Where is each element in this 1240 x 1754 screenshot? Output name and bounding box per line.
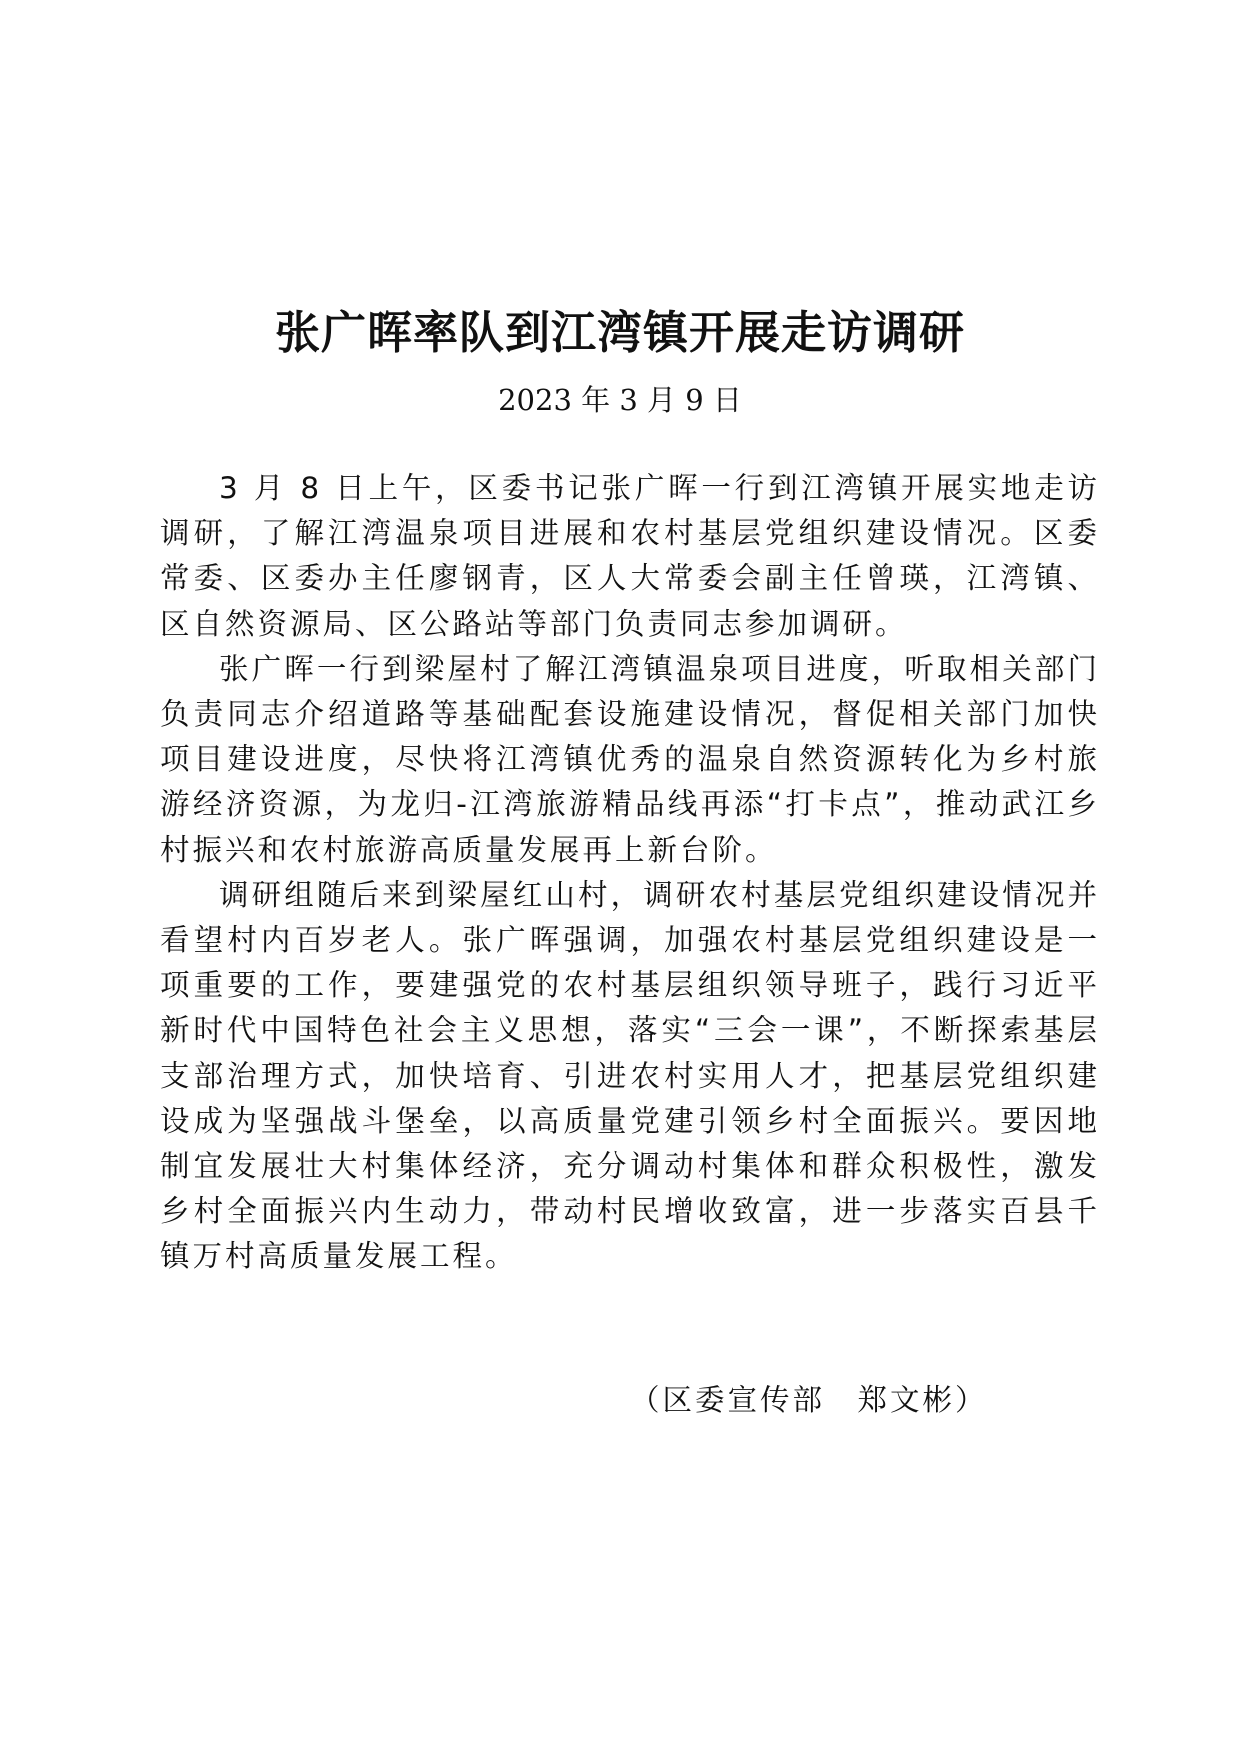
- article-body: [160, 466, 1100, 1280]
- article-title: 张广晖率队到江湾镇开展走访调研: [274, 306, 965, 359]
- body-paragraph: 调研组随后来到梁屋红山村，调研农村基层党组织建设情况并看望村内百岁老人。张广晖强调，加强农村基层党组织建设是一项重要的工作，要建强党的农村基层组织领导班子，践行习近平新时代中国特色社会主义思想，落实“三会一课”，不断探索基层支部治理方式，加快培育、引进农村实用人才，把基层党组织建设成为坚强战斗堡垒，以高质量党建引领乡村全面振兴。要因地制宜发展壮大村集体经济，充分调动村集体和群众积极性，激发乡村全面振兴内生动力，带动村民增收致富，进一步落实百县千镇万村高质量发展工程。: [160, 877, 1100, 1274]
- body-paragraph: 张广晖一行到梁屋村了解江湾镇温泉项目进度，听取相关部门负责同志介绍道路等基础配套设施建设情况，督促相关部门加快项目建设进度，尽快将江湾镇优秀的温泉自然资源转化为乡村旅游经济资源，为龙归-江湾旅游精品线再添“打卡点”，推动武江乡村振兴和农村旅游高质量发展再上新台阶。: [160, 651, 1100, 867]
- author-signature: （区委宣传部 郑文彬）: [630, 1383, 988, 1417]
- body-paragraph: 3 月 8 日上午，区委书记张广晖一行到江湾镇开展实地走访调研，了解江湾温泉项目进展和农村基层党组织建设情况。区委常委、区委办主任廖钢青，区人大常委会副主任曾瑛，江湾镇、区自然资源局、区公路站等部门负责同志参加调研。: [160, 471, 1100, 641]
- article-date: 2023 年 3 月 9 日: [498, 383, 742, 417]
